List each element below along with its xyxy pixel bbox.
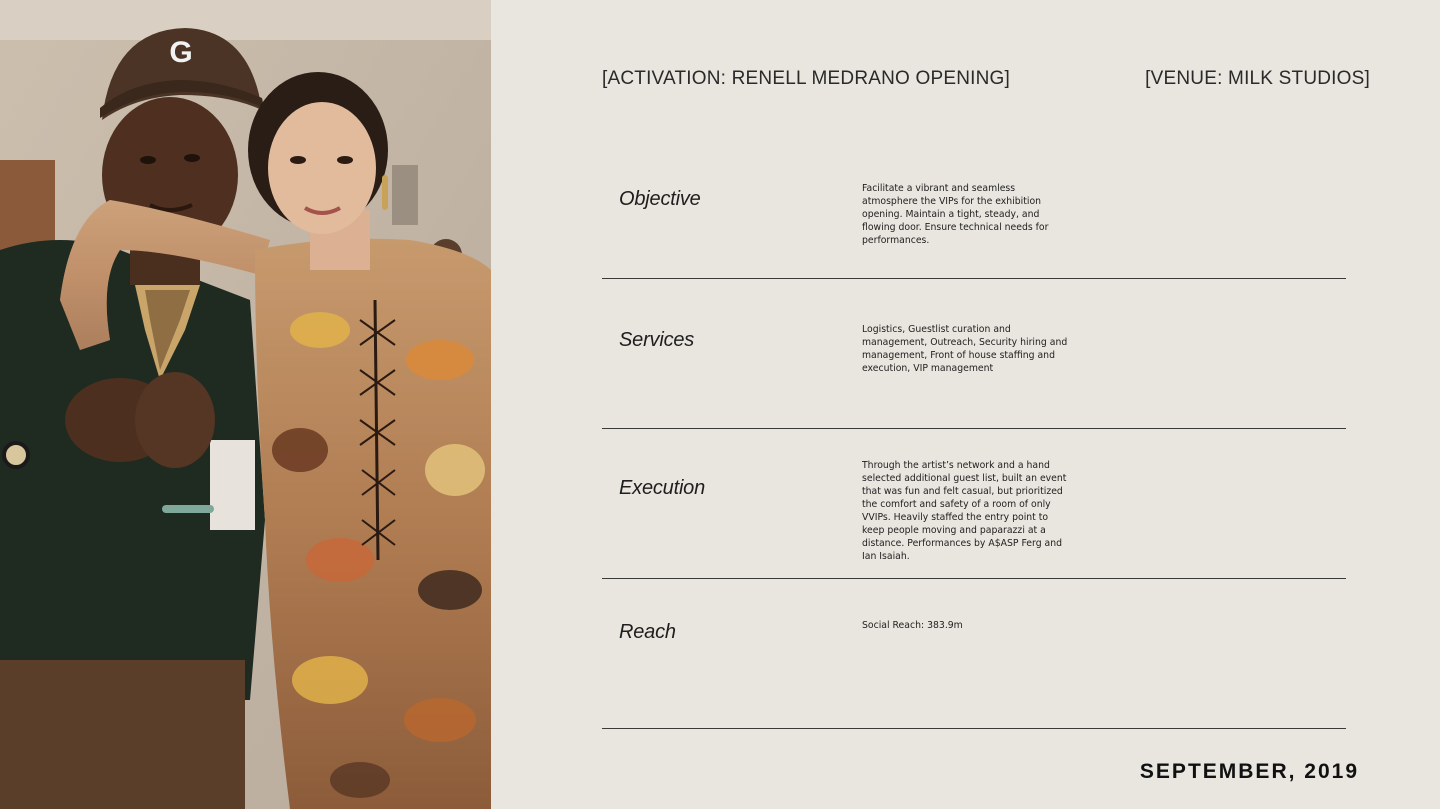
- reach-label: Reach: [619, 621, 676, 643]
- row-divider: [602, 428, 1346, 429]
- event-date: SEPTEMBER, 2019: [1139, 760, 1359, 783]
- cap-logo-letter: G: [169, 36, 193, 69]
- venue-heading: [VENUE: MILK STUDIOS]: [1145, 68, 1370, 89]
- row-divider: [602, 578, 1346, 579]
- objective-label: Objective: [619, 188, 701, 210]
- execution-text: Through the artist’s network and a hand selected additional guest list, built an event that was fun and felt casual, but prioritized the comfort and safety of a room of only VVIPs. Heavily staffed the entry point to keep people moving and paparazzi at a distance. Performances by A$ASP Ferg and Ian Isaiah.: [862, 460, 1067, 562]
- services-text: Logistics, Guestlist curation and management, Outreach, Security hiring and management, Front of house staffing and execution, VIP management: [862, 324, 1068, 374]
- row-divider: [602, 278, 1346, 279]
- event-photo: [0, 0, 491, 809]
- objective-text: Facilitate a vibrant and seamless atmosphere the VIPs for the exhibition opening. Maintain a tight, steady, and flowing door. Ensure technical needs for performances.: [862, 183, 1049, 246]
- services-label: Services: [619, 329, 695, 351]
- reach-text: Social Reach: 383.9m: [862, 620, 963, 631]
- row-divider: [602, 728, 1346, 729]
- execution-label: Execution: [619, 477, 706, 499]
- activation-heading: [ACTIVATION: RENELL MEDRANO OPENING]: [602, 68, 1011, 89]
